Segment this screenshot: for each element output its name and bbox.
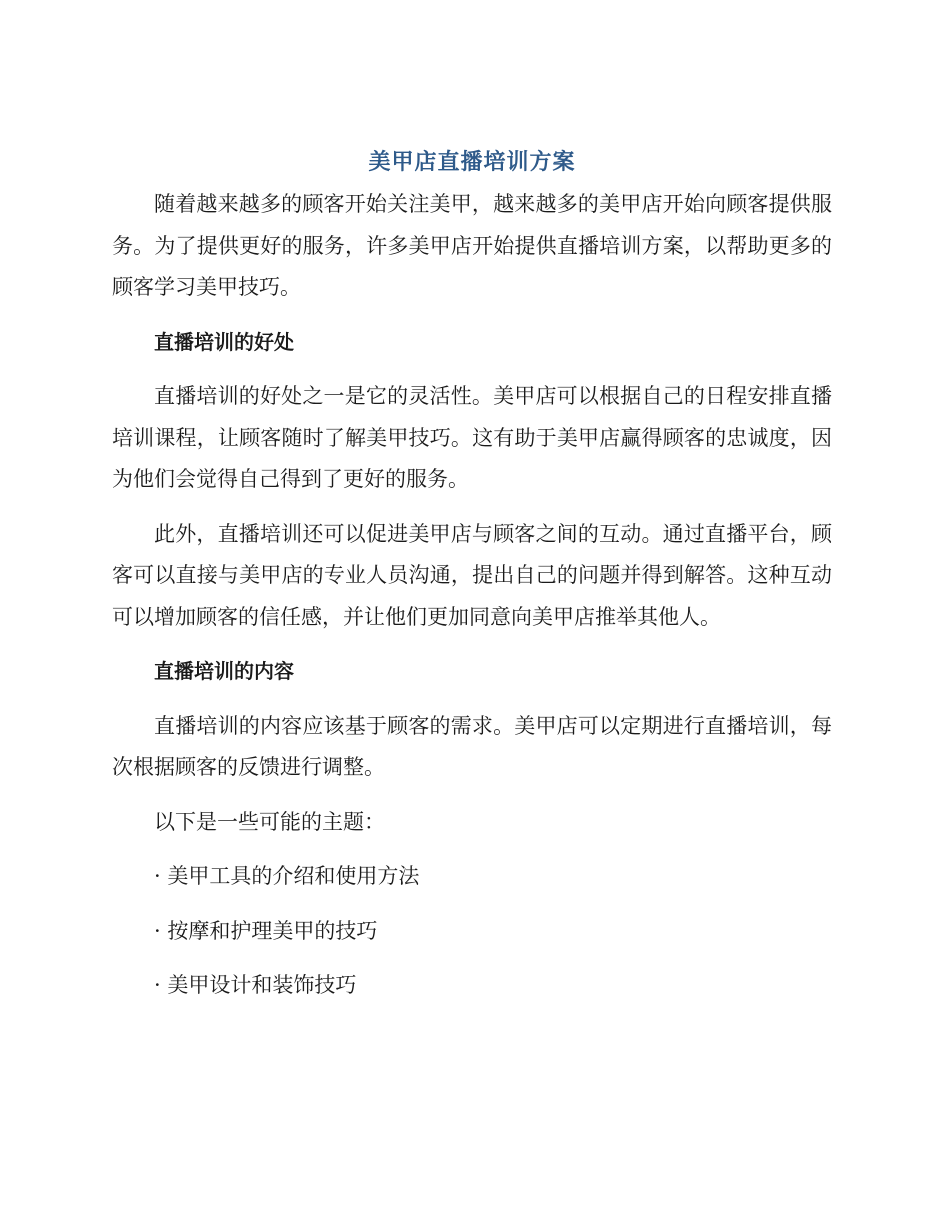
intro-paragraph: 随着越来越多的顾客开始关注美甲，越来越多的美甲店开始向顾客提供服务。为了提供更好的服务，许多美甲店开始提供直播培训方案，以帮助更多的顾客学习美甲技巧。: [112, 192, 832, 299]
document-page: [112, 142, 832, 1020]
section-heading-benefits: 直播培训的好处: [154, 329, 294, 354]
content-paragraph-1: 直播培训的内容应该基于顾客的需求。美甲店可以定期进行直播培训，每次根据顾客的反馈进行调整。: [112, 713, 832, 779]
document-title: 美甲店直播培训方案: [368, 150, 576, 175]
list-item: · 按摩和护理美甲的技巧: [154, 918, 378, 943]
content-paragraph-2: 以下是一些可能的主题：: [154, 809, 385, 834]
list-item: · 美甲工具的介绍和使用方法: [154, 864, 420, 888]
benefits-paragraph-1: 直播培训的好处之一是它的灵活性。美甲店可以根据自己的日程安排直播培训课程，让顾客随时了解美甲技巧。这有助于美甲店赢得顾客的忠诚度，因为他们会觉得自己得到了更好的服务。: [112, 384, 832, 491]
list-item: · 美甲设计和装饰技巧: [154, 973, 357, 997]
section-heading-content: 直播培训的内容: [154, 659, 294, 683]
benefits-paragraph-2: 此外，直播培训还可以促进美甲店与顾客之间的互动。通过直播平台，顾客可以直接与美甲店的专业人员沟通，提出自己的问题并得到解答。这种互动可以增加顾客的信任感，并让他们更加同意向美甲店推举其他人。: [112, 521, 832, 629]
